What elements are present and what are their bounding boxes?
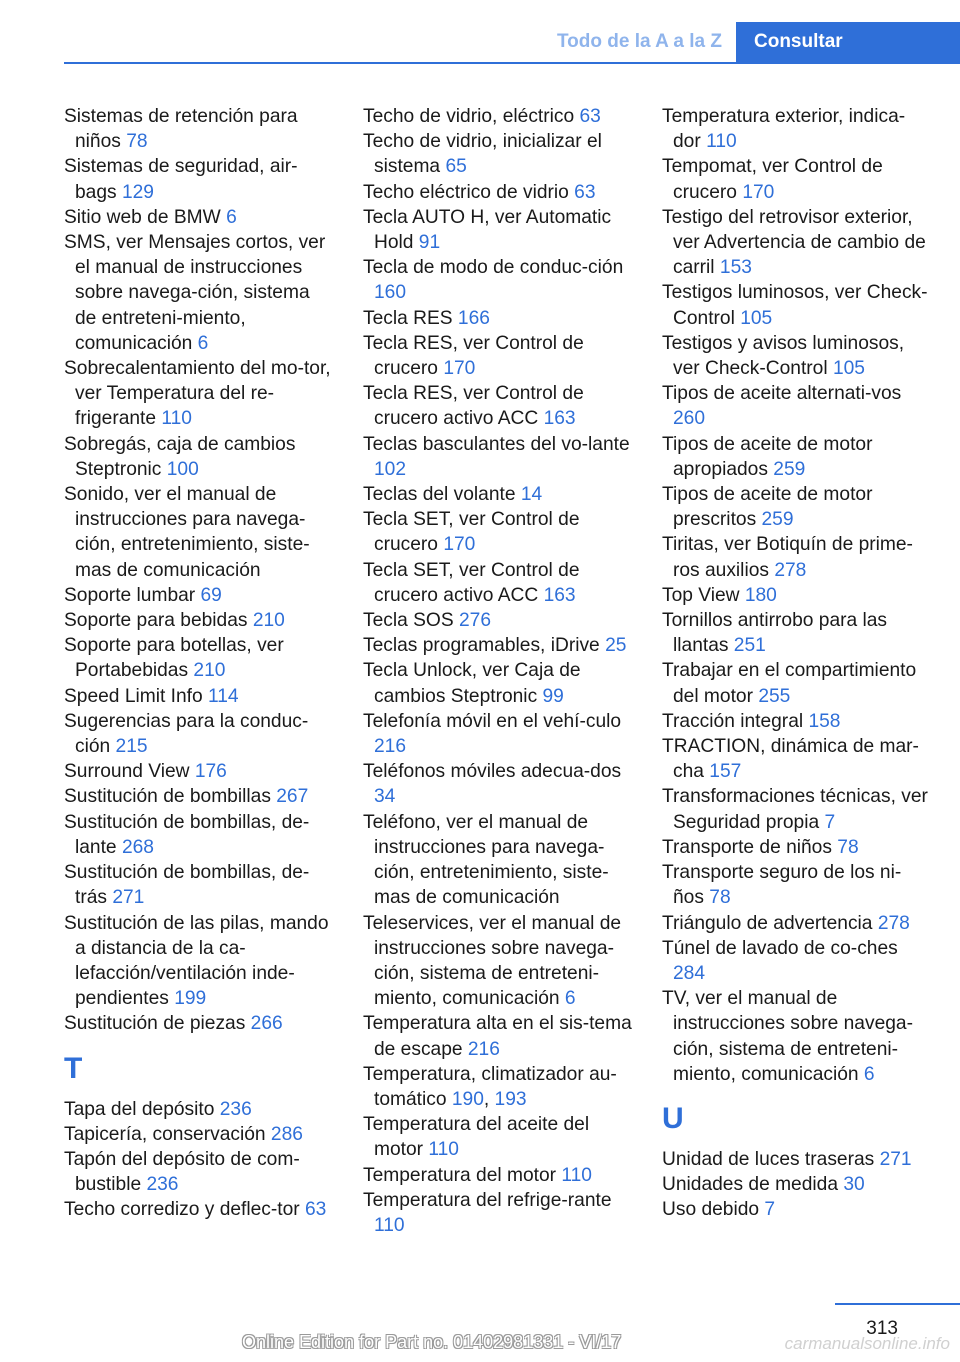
index-entry [363, 104, 633, 129]
index-term: Tecla SOS [363, 610, 459, 632]
index-term: Tecla AUTO H, ver Automatic Hold [363, 206, 612, 254]
page-reference-link[interactable]: 216 [467, 1038, 500, 1060]
page-reference-link[interactable]: 110 [374, 1214, 405, 1236]
index-entry [64, 154, 334, 204]
page-reference-link[interactable]: 6 [564, 988, 576, 1010]
page-reference-link[interactable]: 63 [574, 181, 596, 203]
index-entry [662, 936, 932, 986]
index-entry [363, 810, 633, 911]
page-reference-link[interactable]: 236 [219, 1098, 252, 1120]
index-entry [64, 205, 334, 230]
page-reference-link[interactable]: 170 [443, 358, 476, 380]
index-entry [64, 860, 334, 910]
index-entry [662, 1147, 932, 1172]
index-term: Top View [662, 584, 745, 606]
page-reference-link[interactable]: 129 [121, 181, 154, 203]
index-term: Teclas basculantes del vo-lante [363, 433, 630, 455]
page-reference-link[interactable]: 266 [250, 1013, 283, 1035]
page-reference-link[interactable]: 284 [673, 962, 706, 984]
index-term: Soporte lumbar [64, 584, 201, 606]
index-term: Tracción integral [662, 710, 809, 732]
index-entry [363, 1188, 633, 1238]
index-entry [64, 608, 334, 633]
page-reference-link[interactable]: 110 [161, 408, 192, 430]
index-entry [363, 658, 633, 708]
index-term: Tecla de modo de conduc-ción [363, 257, 624, 279]
index-term: Transporte seguro de los ni-ños [662, 862, 902, 909]
index-term: Transporte de niños [662, 836, 838, 858]
index-term: Tempomat, ver Control de crucero [662, 156, 883, 203]
index-entry [64, 1011, 334, 1036]
index-term: Unidad de luces traseras [662, 1148, 880, 1170]
page-reference-link[interactable]: 259 [773, 458, 806, 480]
index-term: Tecla SET, ver Control de crucero [363, 509, 580, 556]
page-reference-link[interactable]: 78 [709, 887, 731, 909]
index-entry [64, 684, 334, 709]
index-term: Sonido, ver el manual de instrucciones para navega-ción, entretenimiento, siste-mas de comunicación [64, 484, 310, 581]
index-entry [363, 482, 633, 507]
index-entry [662, 154, 932, 204]
index-term: Unidades de medida [662, 1174, 844, 1196]
index-term: Tecla RES, ver Control de crucero [363, 332, 584, 380]
index-entry [363, 633, 633, 658]
index-term: Tiritas, ver Botiquín de prime-ros auxilios [662, 534, 913, 581]
page-reference-link[interactable]: 69 [200, 584, 222, 606]
index-column-3 [662, 104, 932, 1223]
index-entry [64, 482, 334, 583]
index-entry [662, 381, 932, 431]
index-term: Túnel de lavado de co-ches [662, 937, 898, 959]
index-term: Tecla RES, ver Control de crucero activo ACC [363, 383, 584, 430]
page-reference-link[interactable]: 110 [428, 1139, 459, 1161]
page-reference-link[interactable]: 157 [709, 761, 742, 783]
index-entry [64, 1122, 334, 1147]
index-term: Tapicería, conservación [64, 1123, 271, 1145]
index-term: Temperatura alta en el sis-tema de escape [363, 1013, 632, 1060]
index-entry [64, 356, 334, 432]
index-term: Sustitución de bombillas, de-trás [64, 862, 310, 909]
index-entry [662, 482, 932, 532]
page-reference-link[interactable]: 210 [252, 610, 285, 632]
index-term: Telefonía móvil en el vehí-culo [363, 710, 622, 732]
index-term: Tecla RES [363, 307, 458, 329]
index-entry [64, 104, 334, 154]
page-reference-link[interactable]: 100 [166, 458, 199, 480]
page-reference-link[interactable]: 25 [605, 635, 627, 657]
index-entry [363, 759, 633, 809]
index-term: Soporte para botellas, ver Portabebidas [64, 635, 284, 682]
page-reference-link[interactable]: 236 [146, 1174, 179, 1196]
index-term: Testigo del retrovisor exterior, ver Advertencia de cambio de carril [662, 206, 926, 279]
index-entry [662, 709, 932, 734]
page-reference-link[interactable]: 7 [824, 811, 836, 833]
index-entry [64, 810, 334, 860]
index-entry [662, 835, 932, 860]
index-entry [363, 1062, 633, 1112]
page-reference-link[interactable]: 268 [121, 836, 154, 858]
page-reference-link[interactable]: 251 [733, 635, 766, 657]
page-reference-link[interactable]: 99 [542, 685, 564, 707]
page-reference-link[interactable]: 110 [561, 1164, 592, 1186]
index-entry [363, 1163, 633, 1188]
index-term: Sobregás, caja de cambios Steptronic [64, 433, 296, 480]
page-reference-link[interactable]: 176 [194, 761, 227, 783]
index-term: Techo eléctrico de vidrio [363, 181, 575, 203]
page-reference-link[interactable]: 216 [374, 736, 407, 758]
index-column-2 [363, 104, 633, 1238]
index-entry [662, 104, 932, 154]
page-reference-link[interactable]: 114 [208, 685, 239, 707]
index-term: Testigos y avisos luminosos, ver Check-Control [662, 332, 905, 380]
page-reference-link[interactable]: 91 [418, 232, 441, 254]
header-section-title: Todo de la A a la Z [556, 31, 722, 52]
index-entry [363, 255, 633, 305]
index-term: TV, ver el manual de instrucciones sobre navega-ción, sistema de entreteni-miento, comunicación [662, 988, 913, 1085]
page-reference-link[interactable]: 271 [879, 1148, 912, 1170]
page-reference-link[interactable]: 193 [494, 1088, 527, 1110]
index-list [64, 104, 334, 1037]
page-reference-link[interactable]: 260 [673, 408, 706, 430]
index-entry [64, 230, 334, 356]
index-entry [363, 709, 633, 759]
page-reference-link[interactable]: 102 [374, 458, 407, 480]
index-entry [662, 734, 932, 784]
page-reference-link[interactable]: 276 [458, 610, 491, 632]
page-reference-link[interactable]: 34 [374, 786, 396, 808]
index-column-1 [64, 104, 334, 1223]
page-reference-link[interactable]: 7 [764, 1199, 776, 1221]
page-reference-link[interactable]: 255 [758, 685, 791, 707]
page-reference-link[interactable]: 65 [445, 156, 467, 178]
index-entry [363, 180, 633, 205]
index-term: Teléfono, ver el manual de instrucciones para navega-ción, entretenimiento, siste-mas de comunicación [363, 811, 609, 909]
index-entry [662, 658, 932, 708]
index-entry [662, 432, 932, 482]
page-reference-link[interactable]: 278 [877, 912, 910, 934]
page-reference-link[interactable]: 190 [451, 1088, 484, 1110]
index-term: Tornillos antirrobo para las llantas [662, 610, 888, 657]
page-reference-link[interactable]: 153 [719, 257, 752, 279]
page-reference-link[interactable]: 267 [276, 786, 309, 808]
page-reference-link[interactable]: 6 [197, 332, 209, 354]
index-entry [363, 205, 633, 255]
index-entry [662, 784, 932, 834]
page-reference-link[interactable]: 163 [543, 408, 576, 430]
index-term: Sistemas de retención para niños [64, 106, 298, 153]
index-entry [363, 911, 633, 1012]
index-entry [662, 331, 932, 381]
index-term: Temperatura del refrige-rante [363, 1189, 612, 1211]
index-list [662, 104, 932, 1087]
index-term: Tecla SET, ver Control de crucero activo ACC [363, 559, 580, 606]
index-entry [363, 1112, 633, 1162]
index-term: Temperatura, climatizador au-tomático [363, 1063, 617, 1110]
index-term: Tipos de aceite de motor apropiados [662, 433, 873, 480]
page-reference-link[interactable]: 78 [837, 836, 859, 858]
index-term: Temperatura del motor [363, 1164, 562, 1186]
page-reference-link[interactable]: 63 [579, 106, 601, 127]
index-entry [662, 911, 932, 936]
page-reference-link[interactable]: 158 [808, 710, 841, 732]
index-term: Tipos de aceite de motor prescritos [662, 484, 873, 531]
page-reference-link[interactable]: 215 [115, 736, 148, 758]
index-term: Testigos luminosos, ver Check-Control [662, 282, 928, 329]
index-list [64, 1097, 334, 1223]
index-entry [662, 205, 932, 281]
index-term: TRACTION, dinámica de mar-cha [662, 736, 919, 783]
page-reference-link[interactable]: 170 [742, 181, 775, 203]
index-term: Sustitución de bombillas, de-lante [64, 811, 310, 858]
index-entry [662, 583, 932, 608]
index-term: Triángulo de advertencia [662, 912, 878, 934]
index-entry [64, 583, 334, 608]
index-entry [363, 381, 633, 431]
index-entry [363, 129, 633, 179]
index-entry [64, 633, 334, 683]
index-term: Teclas del volante [363, 484, 521, 506]
page-reference-link[interactable]: 286 [270, 1123, 303, 1145]
page-reference-link[interactable]: 160 [374, 282, 407, 304]
index-list [662, 1147, 932, 1223]
page-reference-link[interactable]: 105 [832, 358, 865, 380]
index-entry [662, 986, 932, 1087]
index-term: Sugerencias para la conduc-ción [64, 710, 309, 758]
index-term: Tapón del depósito de com-bustible [64, 1148, 300, 1196]
index-term: Tipos de aceite alternati-vos [662, 383, 902, 405]
page-reference-link[interactable]: 210 [193, 660, 226, 682]
index-entry [662, 1197, 932, 1222]
index-entry [363, 1011, 633, 1061]
index-entry [363, 507, 633, 557]
index-entry [363, 432, 633, 482]
header-tab: Consultar [736, 22, 960, 62]
index-entry [64, 911, 334, 1012]
index-entry [363, 558, 633, 608]
index-term: Temperatura del aceite del motor [363, 1114, 590, 1161]
index-entry [64, 1097, 334, 1122]
index-term: Trabajar en el compartimiento del motor [662, 660, 917, 707]
header-rule [64, 62, 960, 64]
page-reference-link[interactable]: 170 [443, 534, 476, 556]
index-term: Soporte para bebidas [64, 610, 253, 632]
index-entry [662, 608, 932, 658]
index-entry [64, 1197, 334, 1222]
index-term: Sistemas de seguridad, air-bags [64, 156, 298, 203]
page-reference-link[interactable]: 166 [457, 307, 490, 329]
index-entry [64, 759, 334, 784]
page-reference-link[interactable]: 6 [226, 206, 237, 228]
separator: , [483, 1088, 495, 1110]
index-term: Surround View [64, 761, 195, 783]
index-term: SMS, ver Mensajes cortos, ver el manual de instrucciones sobre navega-ción, sistema de entreteni-miento, comunicación [64, 232, 326, 354]
index-entry [662, 280, 932, 330]
footer-rule [835, 1303, 960, 1305]
index-term: Tapa del depósito [64, 1098, 220, 1120]
index-term: Temperatura exterior, indica-dor [662, 106, 906, 153]
page-reference-link[interactable]: 199 [174, 988, 207, 1010]
page-reference-link[interactable]: 278 [774, 559, 807, 581]
page-reference-link[interactable]: 30 [843, 1174, 865, 1196]
index-term: Tecla Unlock, ver Caja de cambios Steptronic [363, 660, 581, 707]
page-reference-link[interactable]: 6 [863, 1063, 875, 1085]
index-term: Sobrecalentamiento del mo-tor, ver Temperatura del re-frigerante [64, 358, 331, 430]
index-term: Sustitución de bombillas [64, 786, 277, 808]
section-letter-u: U [662, 1101, 684, 1135]
index-entry [662, 860, 932, 910]
index-term: Teclas programables, iDrive [363, 635, 606, 657]
index-term: Sustitución de piezas [64, 1013, 251, 1035]
page-reference-link[interactable]: 63 [305, 1199, 327, 1221]
edition-note: Online Edition for Part no. 01402981331 - VI/17 [242, 1332, 622, 1352]
page-reference-link[interactable]: 78 [126, 131, 148, 153]
index-term: Transformaciones técnicas, ver Seguridad propia [662, 786, 928, 833]
index-term: Techo de vidrio, inicializar el sistema [363, 131, 602, 178]
index-term: Speed Limit Info [64, 685, 208, 707]
index-term: Techo corredizo y deflec-tor [64, 1199, 306, 1221]
index-entry [64, 1147, 334, 1197]
page-reference-link[interactable]: 271 [112, 887, 145, 909]
page-reference-link[interactable]: 110 [706, 131, 737, 153]
index-entry [64, 709, 334, 759]
index-term: Teleservices, ver el manual de instrucciones sobre navega-ción, sistema de entreteni-miento, comunicación [363, 912, 622, 1010]
page-reference-link[interactable]: 105 [740, 307, 773, 329]
index-term: Uso debido [662, 1199, 765, 1221]
index-entry [64, 784, 334, 809]
index-entry [64, 432, 334, 482]
index-list [363, 104, 633, 1238]
index-entry [363, 608, 633, 633]
page-reference-link[interactable]: 163 [543, 584, 576, 606]
index-term: Techo de vidrio, eléctrico [363, 106, 580, 127]
index-entry [662, 532, 932, 582]
index-entry [363, 306, 633, 331]
page-reference-link[interactable]: 14 [520, 484, 543, 506]
page-reference-link[interactable]: 259 [761, 509, 794, 531]
section-letter-t: T [64, 1051, 83, 1085]
index-entry [363, 331, 633, 381]
index-entry [662, 1172, 932, 1197]
page-reference-link[interactable]: 180 [744, 584, 777, 606]
watermark: carmanualsonline.info [784, 1334, 950, 1353]
page-number: 313 [866, 1318, 898, 1339]
index-term: Sustitución de las pilas, mando a distancia de la ca-lefacción/ventilación inde-pendientes [64, 912, 329, 1010]
index-term: Sitio web de BMW [64, 206, 227, 228]
index-term: Teléfonos móviles adecua-dos [363, 761, 622, 783]
